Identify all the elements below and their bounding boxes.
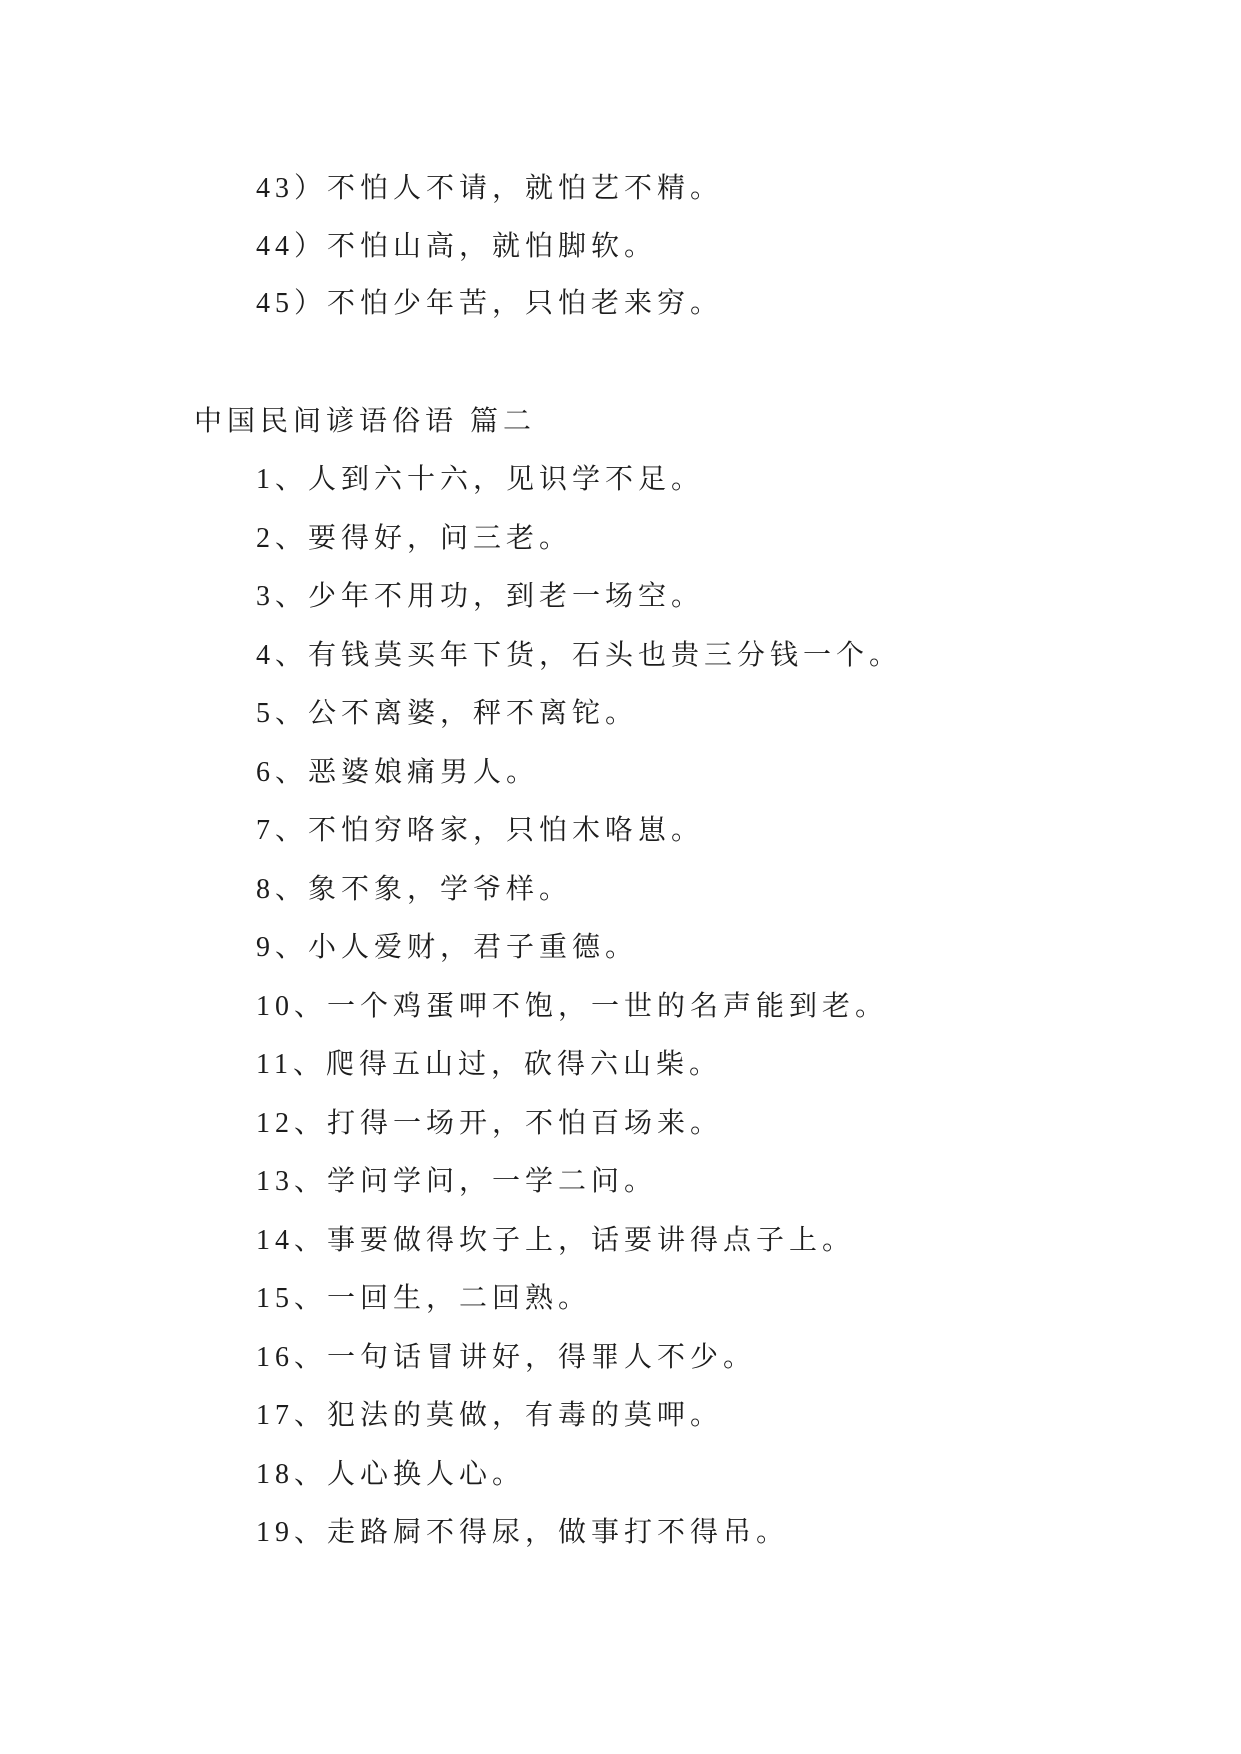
- list-item: 45）不怕少年苦，只怕老来穷。: [256, 288, 724, 319]
- list-item: 15、一回生，二回熟。: [256, 1283, 592, 1314]
- list-item: 19、走路屙不得尿，做事打不得吊。: [256, 1517, 790, 1548]
- list-item: 43）不怕人不请，就怕艺不精。: [256, 173, 724, 204]
- list-item: 12、打得一场开，不怕百场来。: [256, 1107, 724, 1139]
- list-item: 4、有钱莫买年下货，石头也贵三分钱一个。: [256, 639, 903, 671]
- section-list: [256, 451, 902, 1563]
- list-item: 5、公不离婆，秤不离铊。: [256, 698, 639, 729]
- list-item: 44）不怕山高，就怕脚软。: [256, 230, 658, 262]
- list-item: 2、要得好，问三老。: [256, 522, 573, 554]
- list-item: 1、人到六十六，见识学不足。: [256, 464, 705, 495]
- list-item: 7、不怕穷咯家，只怕木咯崽。: [256, 815, 705, 846]
- list-item: 14、事要做得坎子上，话要讲得点子上。: [256, 1224, 856, 1256]
- list-item: 16、一句话冒讲好，得罪人不少。: [256, 1341, 757, 1373]
- list-item: 6、恶婆娘痛男人。: [256, 756, 540, 788]
- section-title: 中国民间谚语俗语 篇二: [194, 406, 537, 437]
- list-item: 11、爬得五山过，砍得六山柴。: [256, 1049, 722, 1080]
- list-item: 10、一个鸡蛋呷不饱，一世的名声能到老。: [256, 990, 889, 1022]
- previous-section-list: [256, 160, 723, 333]
- list-item: 3、少年不用功，到老一场空。: [256, 581, 705, 612]
- list-item: 17、犯法的莫做，有毒的莫呷。: [256, 1400, 724, 1431]
- list-item: 13、学问学问，一学二问。: [256, 1166, 658, 1197]
- list-item: 9、小人爱财，君子重德。: [256, 932, 639, 963]
- list-item: 8、象不象，学爷样。: [256, 873, 573, 905]
- list-item: 18、人心换人心。: [256, 1458, 526, 1490]
